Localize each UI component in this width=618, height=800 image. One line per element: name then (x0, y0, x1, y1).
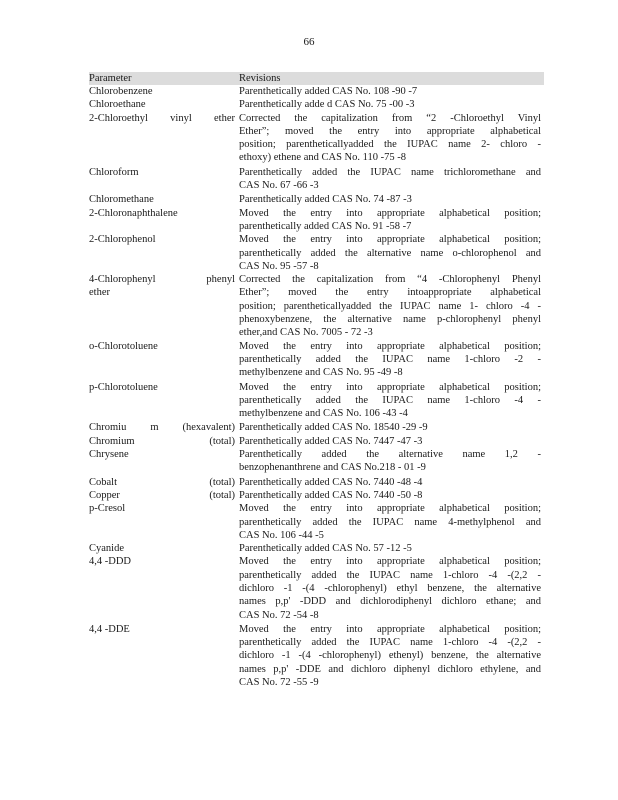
table-row (89, 555, 544, 621)
revision-text: Moved the entry into appropriate alphabetical position; (239, 381, 541, 393)
parameter-cell (89, 207, 239, 234)
revision-text: Parenthetically added CAS No. 74 -87 -3 (239, 194, 412, 206)
header-parameter: Parameter (89, 73, 132, 84)
parameter-cell (89, 623, 239, 689)
parameter-text: Chloromethane (89, 194, 154, 206)
table-row (89, 85, 544, 98)
revision-cell (239, 435, 541, 448)
revision-cell (239, 273, 541, 339)
revision-text: benzophenanthrene and CAS No.218 - 01 -9 (239, 462, 426, 474)
revision-text: Ether”; moved the entry intoappropriate alphabetical (239, 287, 541, 299)
parameter-cell (89, 555, 239, 621)
revision-text: Parenthetically added CAS No. 108 -90 -7 (239, 86, 418, 97)
revision-text: Parenthetically added CAS No. 7440 -50 -8 (239, 489, 423, 501)
revision-text: parenthetically added the alternative name o-chlorophenol and (239, 247, 541, 259)
parameter-text: Chloroethane (89, 99, 146, 111)
revision-text: Corrected the capitalization from “4 -Chlorophenyl Phenyl (239, 274, 541, 286)
revision-text: Parenthetically added CAS No. 7447 -47 -3 (239, 435, 423, 447)
parameter-cell (89, 435, 239, 448)
revision-cell (239, 166, 541, 193)
revision-text: names p,p' -DDE and dichloro diphenyl dichloro ethylene, and (239, 663, 541, 675)
table-header (89, 72, 544, 85)
parameter-text: 4,4 -DDE (89, 623, 130, 635)
revision-text: ethoxy) ethene and CAS No. 110 -75 -8 (239, 152, 406, 164)
revision-text: dichloro -1 -(4 -chlorophenyl) ethyl benzene, the alternative (239, 582, 541, 594)
revision-cell (239, 85, 541, 98)
parameter-text: 4,4 -DDD (89, 556, 131, 568)
revision-cell (239, 555, 541, 621)
revision-text: Moved the entry into appropriate alphabetical position; (239, 207, 541, 219)
revision-text: CAS No. 106 -44 -5 (239, 529, 324, 541)
revision-text: parenthetically added the IUPAC name 1-chloro -2 - (239, 353, 541, 365)
revision-cell (239, 207, 541, 234)
parameter-cell (89, 273, 239, 339)
revision-text: Parenthetically added the IUPAC name trichloromethane and (239, 166, 541, 178)
table-row (89, 421, 544, 434)
parameter-text: Chlorobenzene (89, 86, 153, 97)
revision-cell (239, 193, 541, 206)
revision-text: methylbenzene and CAS No. 95 -49 -8 (239, 367, 403, 379)
table-row (89, 273, 544, 339)
table-row (89, 435, 544, 448)
revision-cell (239, 340, 541, 380)
revision-cell (239, 448, 541, 475)
revision-text: Corrected the capitalization from “2 -Chloroethyl Vinyl (239, 112, 541, 124)
table-row (89, 166, 544, 193)
table-row (89, 476, 544, 489)
revision-text: Ether”; moved the entry into appropriate alphabetical (239, 125, 541, 137)
revision-cell (239, 112, 541, 165)
revision-text: Parenthetically added CAS No. 18540 -29 -9 (239, 422, 428, 434)
revision-text: CAS No. 95 -57 -8 (239, 260, 319, 272)
revision-cell (239, 489, 541, 502)
revision-text: position; parentheticallyadded the IUPAC name 2- chloro - (239, 139, 541, 151)
revision-text: Parenthetically adde d CAS No. 75 -00 -3 (239, 99, 415, 111)
table-row (89, 502, 544, 542)
parameter-text: Cyanide (89, 543, 124, 555)
parameter-text: Chloroform (89, 166, 139, 178)
parameter-text: 2-Chloronaphthalene (89, 207, 178, 219)
revision-cell (239, 476, 541, 489)
revision-cell (239, 233, 541, 273)
revision-text: Parenthetically added CAS No. 7440 -48 -4 (239, 476, 423, 488)
revision-text: parenthetically added CAS No. 91 -58 -7 (239, 220, 412, 232)
header-revisions: Revisions (239, 73, 281, 84)
parameter-cell (89, 340, 239, 380)
page-number: 66 (303, 36, 315, 48)
table-row (89, 193, 544, 206)
revision-text: parenthetically added the IUPAC name 1-chloro -4 -(2,2 - (239, 569, 541, 581)
revision-text: Moved the entry into appropriate alphabetical position; (239, 340, 541, 352)
revision-text: Moved the entry into appropriate alphabetical position; (239, 234, 541, 246)
parameter-text: ether (89, 287, 110, 299)
revision-text: position; parentheticallyadded the IUPAC name 1- chloro -4 - (239, 300, 541, 312)
parameter-text: 2-Chloroethyl vinyl ether (89, 112, 235, 124)
parameter-cell (89, 112, 239, 165)
parameter-text: 2-Chlorophenol (89, 234, 156, 246)
parameter-cell (89, 502, 239, 542)
revision-cell (239, 381, 541, 421)
parameter-cell (89, 421, 239, 434)
revision-text: Parenthetically added the alternative name 1,2 - (239, 449, 541, 461)
revision-cell (239, 502, 541, 542)
revision-text: Moved the entry into appropriate alphabetical position; (239, 503, 541, 515)
parameter-cell (89, 448, 239, 475)
revision-text: Parenthetically added CAS No. 57 -12 -5 (239, 543, 412, 555)
table-row (89, 381, 544, 421)
table-row (89, 207, 544, 234)
revision-text: dichloro -1 -(4 -chlorophenyl) ethenyl) benzene, the alternative (239, 650, 541, 662)
revision-text: parenthetically added the IUPAC name 4-methylphenol and (239, 516, 541, 528)
revision-text: phenoxybenzene, the alternative name p-chlorophenyl phenyl (239, 314, 541, 326)
parameter-text: Copper (total) (89, 489, 235, 501)
parameter-text: p-Cresol (89, 503, 126, 515)
parameter-cell (89, 489, 239, 502)
parameter-cell (89, 85, 239, 98)
table-row (89, 542, 544, 555)
parameter-text: Chromium (total) (89, 435, 235, 447)
parameter-cell (89, 476, 239, 489)
parameter-text: o-Chlorotoluene (89, 340, 158, 352)
parameter-cell (89, 233, 239, 273)
revision-cell (239, 421, 541, 434)
parameter-text: Chromiu m (hexavalent) (89, 422, 235, 434)
revision-text: CAS No. 72 -55 -9 (239, 677, 319, 689)
revision-text: methylbenzene and CAS No. 106 -43 -4 (239, 408, 408, 420)
table-row (89, 623, 544, 689)
revision-cell (239, 542, 541, 555)
revision-cell (239, 623, 541, 689)
parameter-text: p-Chlorotoluene (89, 381, 158, 393)
table-row (89, 448, 544, 475)
table-row (89, 112, 544, 165)
revision-text: parenthetically added the IUPAC name 1-chloro -4 - (239, 394, 541, 406)
table-row (89, 489, 544, 502)
table-row (89, 340, 544, 380)
parameter-cell (89, 166, 239, 193)
table-row (89, 233, 544, 273)
parameter-text: Chrysene (89, 449, 129, 461)
revisions-table (89, 72, 544, 689)
parameter-text: 4-Chlorophenyl phenyl (89, 274, 235, 286)
parameter-text: Cobalt (total) (89, 476, 235, 488)
revision-text: parenthetically added the IUPAC name 1-chloro -4 -(2,2 - (239, 637, 541, 649)
revision-cell (239, 98, 541, 111)
parameter-cell (89, 381, 239, 421)
revision-text: CAS No. 72 -54 -8 (239, 609, 319, 621)
parameter-cell (89, 193, 239, 206)
parameter-cell (89, 542, 239, 555)
revision-text: ether,and CAS No. 7005 - 72 -3 (239, 327, 373, 339)
revision-text: Moved the entry into appropriate alphabetical position; (239, 623, 541, 635)
table-row (89, 98, 544, 111)
table-body (89, 85, 544, 689)
parameter-cell (89, 98, 239, 111)
revision-text: CAS No. 67 -66 -3 (239, 180, 319, 192)
revision-text: names p,p' -DDD and dichlorodiphenyl dichloro ethane; and (239, 596, 541, 608)
revision-text: Moved the entry into appropriate alphabetical position; (239, 556, 541, 568)
